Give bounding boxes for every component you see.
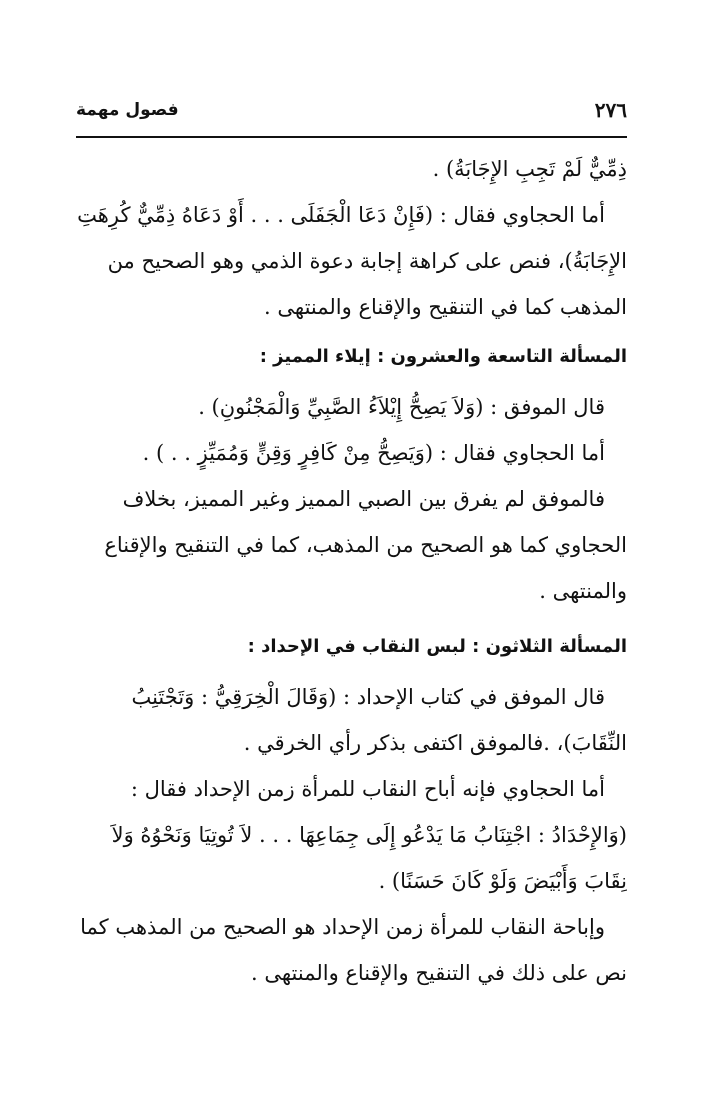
text-line: وإباحة النقاب للمرأة زمن الإحداد هو الصحيح من المذهب كما	[80, 915, 605, 939]
page-header	[76, 96, 627, 138]
section-heading: المسألة التاسعة والعشرون : إيلاء المميز :	[259, 346, 627, 367]
text-line: نص على ذلك في التنقيح والإقناع والمنتهى .	[250, 961, 627, 985]
text-line: النِّقَابَ)، .فالموفق اكتفى بذكر رأي الخرقي .	[243, 731, 627, 755]
text-line: المذهب كما في التنقيح والإقناع والمنتهى .	[264, 295, 627, 319]
text-line: الحجاوي كما هو الصحيح من المذهب، كما في التنقيح والإقناع	[104, 533, 627, 557]
section-heading: المسألة الثلاثون : لبس النقاب في الإحداد :	[247, 636, 627, 657]
text-line: والمنتهى .	[539, 579, 627, 603]
running-title: فصول مهمة	[76, 100, 179, 120]
spacer	[76, 614, 627, 620]
text-line: نِقَابَ وَأَبْيَضَ وَلَوْ كَانَ حَسَنًا) .	[378, 869, 627, 893]
page-body	[76, 146, 627, 996]
text-line: ذِمِّيٌّ لَمْ تَجِبِ الإِجَابَةُ) .	[432, 157, 627, 181]
text-line: قال الموفق : (وَلاَ يَصِحُّ إِيْلاَءُ الصَّبِيِّ وَالْمَجْنُونِ) .	[198, 395, 605, 419]
text-line: أما الحجاوي فقال : (وَيَصِحُّ مِنْ كَافِرٍ وَقِنٍّ وَمُمَيِّزٍ . . ) .	[142, 441, 605, 465]
page-number: ٢٧٦	[594, 98, 627, 122]
text-line: فالموفق لم يفرق بين الصبي المميز وغير المميز، بخلاف	[122, 487, 605, 511]
text-line: (وَالإِحْدَادُ : اجْتِنَابُ مَا يَدْعُو إِلَى جِمَاعِهَا . . . لاَ تُوتِيَا وَنَحْوُهُ وَلاَ	[111, 823, 627, 847]
text-line: أما الحجاوي فإنه أباح النقاب للمرأة زمن الإحداد فقال :	[130, 777, 605, 801]
text-line: قال الموفق في كتاب الإحداد : (وَقَالَ الْخِرَقِيُّ : وَتَجْتَنِبُ	[131, 685, 605, 709]
text-line: أما الحجاوي فقال : (فَإِنْ دَعَا الْجَفَلَى . . . أَوْ دَعَاهُ ذِمِّيٌّ كُرِهَتِ	[77, 203, 605, 227]
text-line: الإِجَابَةُ)، فنص على كراهة إجابة دعوة الذمي وهو الصحيح من	[107, 249, 627, 273]
